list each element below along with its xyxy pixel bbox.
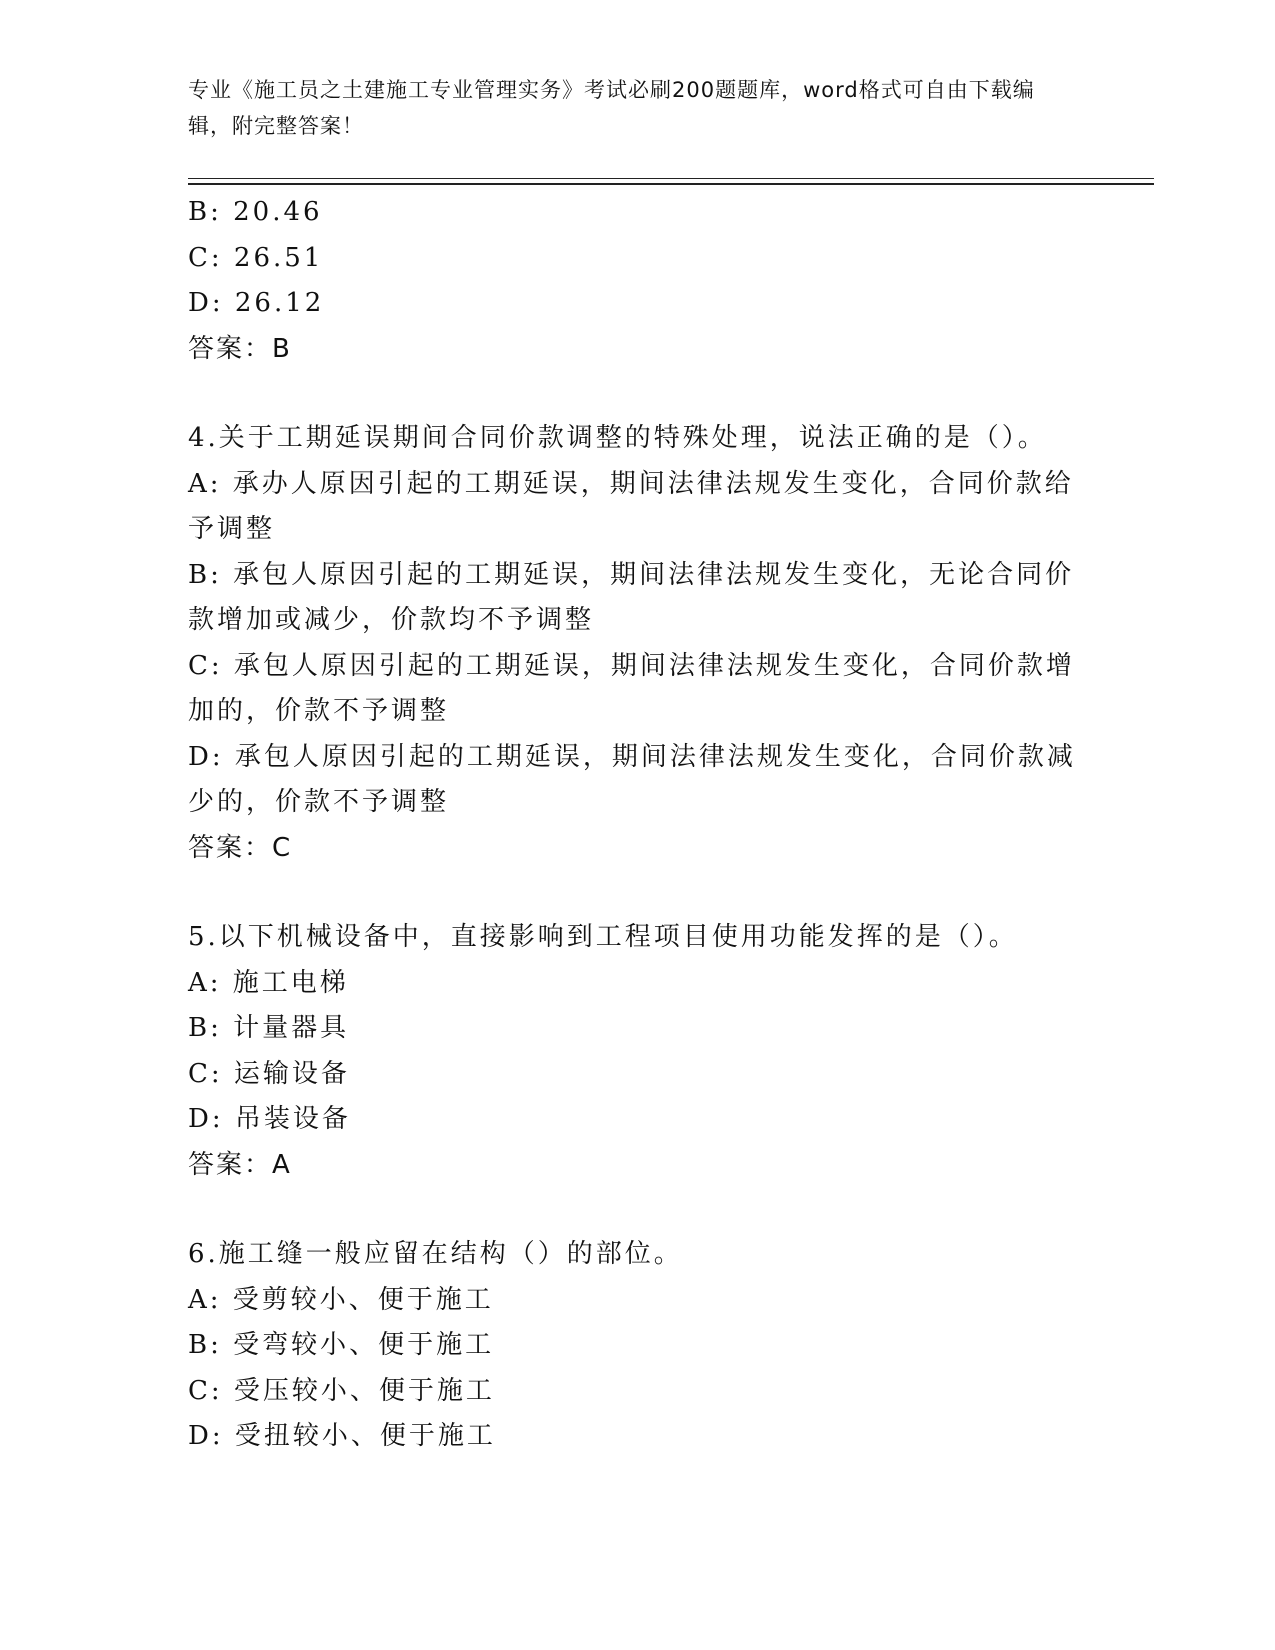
option-c: C: 26.51 (188, 242, 324, 273)
header-divider-thick (188, 183, 1154, 185)
answer-line: 答案：A (188, 1149, 292, 1180)
option-c: C: 承包人原因引起的工期延误，期间法律法规发生变化，合同价款增加的，价款不予调整 (188, 650, 1075, 726)
question-content (188, 190, 1088, 1460)
option-d: D: 受扭较小、便于施工 (188, 1421, 496, 1451)
option-b: B: 20.46 (188, 197, 323, 227)
option-a: A: 施工电梯 (188, 967, 349, 998)
question-6 (188, 1232, 1088, 1460)
question-stem: 4.关于工期延误期间合同价款调整的特殊处理，说法正确的是（）。 (188, 423, 1047, 453)
option-c: C: 受压较小、便于施工 (188, 1375, 495, 1406)
option-d: D: 26.12 (188, 288, 325, 318)
header-divider-thin (188, 178, 1154, 179)
option-a: A: 受剪较小、便于施工 (188, 1284, 494, 1315)
answer-line: 答案：B (188, 333, 292, 364)
answer-line: 答案：C (188, 832, 293, 863)
document-header-title: 专业《施工员之土建施工专业管理实务》考试必刷200题题库，word格式可自由下载编辑，附完整答案！ (188, 78, 1035, 138)
option-b: B: 受弯较小、便于施工 (188, 1330, 495, 1360)
option-d: D: 承包人原因引起的工期延误，期间法律法规发生变化，合同价款减少的，价款不予调整 (188, 741, 1076, 817)
question-5 (188, 915, 1088, 1188)
option-b: B: 计量器具 (188, 1013, 350, 1043)
option-c: C: 运输设备 (188, 1058, 350, 1089)
question-stem: 5.以下机械设备中，直接影响到工程项目使用功能发挥的是（）。 (188, 922, 1018, 952)
option-b: B: 承包人原因引起的工期延误，期间法律法规发生变化，无论合同价款增加或减少，价款均不予调整 (188, 559, 1075, 635)
option-d: D: 吊装设备 (188, 1104, 351, 1134)
spacer (188, 372, 1088, 416)
spacer (188, 1188, 1088, 1232)
previous-question (188, 190, 1088, 372)
question-stem: 6.施工缝一般应留在结构（）的部位。 (188, 1239, 683, 1269)
spacer (188, 871, 1088, 915)
option-a: A: 承办人原因引起的工期延误，期间法律法规发生变化，合同价款给予调整 (188, 468, 1074, 544)
question-4 (188, 416, 1088, 871)
